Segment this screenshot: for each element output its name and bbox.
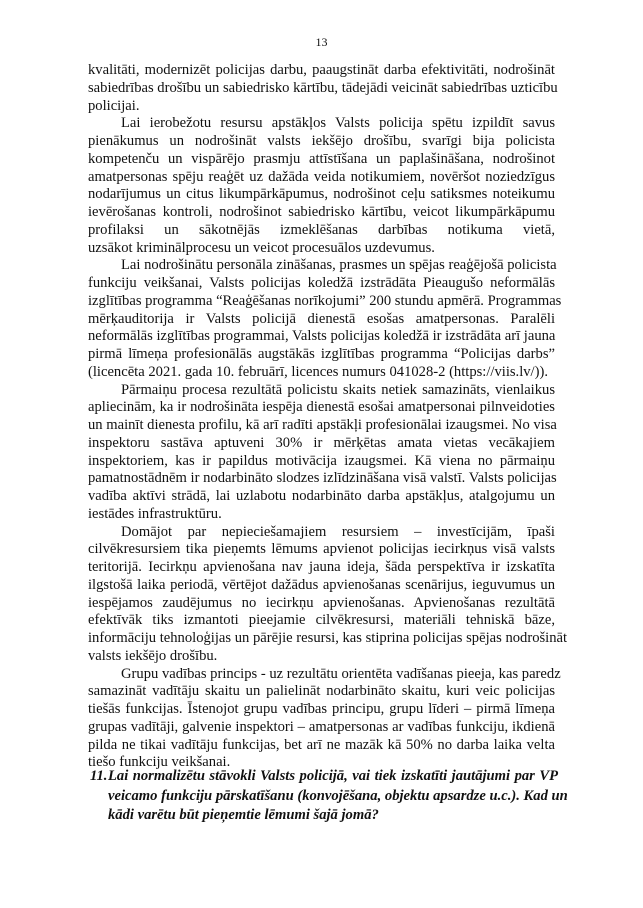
text-line: tiešās funkcijas. Īstenojot grupu vadības principu, grupu līderi – pirmā līmeņa xyxy=(88,701,555,717)
text-line: Pārmaiņu procesa rezultātā policistu skaits netiek samazināts, vienlaikus xyxy=(121,381,555,398)
text-line: iespējamos zaudējumus no iecirkņu apvienošanas. Apvienošanas rezultātā xyxy=(88,594,555,611)
text-line: ilgstošā laika periodā, vērtējot dažādus apvienošanas scenārijus, ieguvumus un xyxy=(88,576,555,593)
question-line: kādi varētu būt pieņemtie lēmumi šajā jomā? xyxy=(108,807,379,823)
text-line: ievērošanas kontroli, nodrošinot sabiedrisko kārtību, veicot likumpārkāpumu xyxy=(88,204,555,220)
paragraph xyxy=(88,62,558,115)
text-line: pamatnostādnēm ir nodarbināto slodzes izlīdzināšana visā valstī. Valsts policijas xyxy=(88,470,557,487)
text-line: apliecinām, ka ir nodrošināta iespēja dienestā esošai amatpersonai pilnveidoties xyxy=(88,399,555,416)
paragraph xyxy=(88,382,555,524)
paragraph xyxy=(88,665,561,773)
text-line: nodarījumus un citus likumpārkāpumus, nodrošinot ceļu satiksmes noteikumu xyxy=(88,186,555,203)
text-line: funkciju veikšanai, Valsts policijas koledžā izstrādāta Pieaugušo neformālās xyxy=(88,275,555,291)
text-line: profilaksi un sākotnējās izmeklēšanas darbības notikuma vietā, xyxy=(88,221,555,238)
question-heading xyxy=(88,767,568,826)
text-line: Grupu vadības princips - uz rezultātu orientēta vadīšanas pieeja, kas paredz xyxy=(121,665,561,682)
text-line: cilvēkresursiem tika pieņemts lēmums apvienot policijas iecirkņus visā valsts xyxy=(88,541,555,558)
text-line: iestādes infrastruktūru. xyxy=(88,505,222,522)
text-line: kompetenču un vispārējo prasmju attīstīšana un paplašināšana, nodrošinot xyxy=(88,150,555,167)
text-line: amatpersonas spēju reaģēt uz dažāda veida notikumiem, novēršot noziedzīgus xyxy=(88,168,555,185)
text-line: Lai nodrošinātu personāla zināšanas, prasmes un spējas reaģējošā policista xyxy=(121,257,557,274)
text-line: efektīvāk tiks izmantoti pieejamie cilvēkresursi, materiāli tehniskā bāze, xyxy=(88,612,555,629)
text-line: teritorijā. Iecirkņu apvienošana nav jauna ideja, šāda perspektīva ir izskatīta xyxy=(88,559,555,575)
text-line: Domājot par nepieciešamajiem resursiem – investīcijām, īpaši xyxy=(121,523,555,540)
text-line: (licencēta 2021. gada 10. februārī, licences numurs 041028-2 (https://viis.lv/)). xyxy=(88,363,548,380)
text-line: neformālās izglītības programmai, Valsts policijas koledžā ir izstrādāta arī jauna xyxy=(88,328,556,345)
text-line: pienākumus un nodrošināt valsts iekšējo drošību, svarīgi bija policista xyxy=(88,133,555,149)
text-line: uzsākot kriminālprocesu un veicot procesuālos uzdevumus. xyxy=(88,239,435,256)
question-number: 11. xyxy=(90,768,108,784)
text-line: kvalitāti, modernizēt policijas darbu, paaugstināt darba efektivitāti, nodrošināt xyxy=(88,62,555,78)
text-line: samazināt vadītāju skaitu un palielināt nodarbināto skaitu, kuri veic policijas xyxy=(88,683,555,700)
text-line: sabiedrības drošību un sabiedrisko kārtību, tādejādi veicināt sabiedrības uzticību xyxy=(88,79,558,96)
question-line: veicamo funkciju pārskatīšanu (konvojēšana, objektu apsardze u.c.). Kad un xyxy=(108,787,568,804)
question-line: Lai normalizētu stāvokli Valsts policijā, vai tiek izskatīti jautājumi par VP xyxy=(108,768,558,784)
text-line: vadība aktīvi strādā, lai uzlabotu nodarbināto darba apstākļus, atalgojumu un xyxy=(88,488,555,504)
page-number: 13 xyxy=(315,35,328,49)
paragraph xyxy=(88,523,568,666)
text-line: pilda ne tikai vadītāju funkcijas, bet arī ne mazāk kā 50% no darba laika velta xyxy=(88,736,555,753)
text-line: grupas vadītāji, galvenie inspektori – amatpersonas ar vadības funkciju, ikdienā xyxy=(88,718,555,735)
text-line: un mainīt dienesta profilu, kā arī radīti apstākļi profesionālai izaugsmei. No visa xyxy=(88,417,557,433)
text-line: izglītības programma “Reaģēšanas norīkojumi” 200 stundu apmērā. Programmas xyxy=(88,292,562,309)
text-line: valsts iekšējo drošību. xyxy=(88,647,218,664)
text-line: policijai. xyxy=(88,97,140,114)
text-line: Lai ierobežotu resursu apstākļos Valsts policija spētu izpildīt savus xyxy=(121,115,555,132)
text-line: mērķauditorija ir Valsts policijā dienestā esošas amatpersonas. Paralēli xyxy=(88,310,555,327)
body-text xyxy=(88,62,568,772)
paragraph xyxy=(88,257,562,381)
text-line: inspektoriem, kas ir papildus motivācija izaugsmei. Kā viena no pārmaiņu xyxy=(88,452,555,469)
text-line: inspektoru sastāva aptuveni 30% ir mērķētas amata vietas vecākajiem xyxy=(88,434,555,451)
text-line: informāciju tehnoloģijas un pārējie resursi, kas stiprina policijas spējas nodrošināt xyxy=(88,630,568,646)
text-line: tiešo funkciju veikšanai. xyxy=(88,754,231,771)
text-line: pirmā līmeņa profesionālās augstākās izglītības programma “Policijas darbs” xyxy=(88,346,555,362)
paragraph xyxy=(88,115,555,257)
